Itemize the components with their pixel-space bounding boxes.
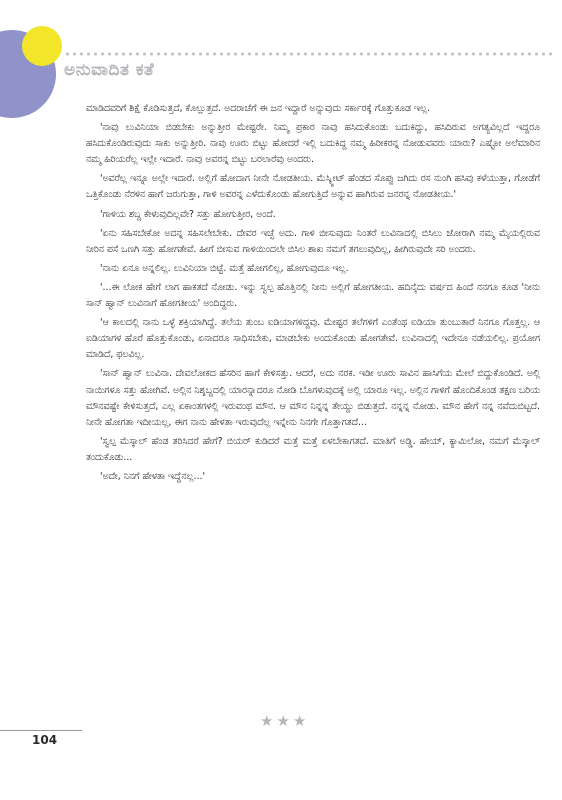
section-title: ಅನುವಾದಿತ ಕತೆ [64, 60, 155, 80]
story-body [86, 101, 540, 488]
paragraph: 'ಏನು ಸಹಿಸಬೇಕೋ ಅದನ್ನ ಸಹಿಸಲೇಬೇಕು. ದೇವರ ಇಚ್ಛೆ ಅದು. ಗಾಳಿ ಬೀಸುವುದು ನಿಂತರೆ ಲುವಿನಾದಲ್ಲಿ ಬಿಸಿಲು ಜೋರಾಗಿ ನಮ್ಮ ಮೈಯಲ್ಲಿರುವ ನೀರಿನ ಪಸೆ ಒಣಗಿ ಸತ್ತು ಹೋಗತೇವೆ. ಹೀಗೆ ಬೀಸುವ ಗಾಳಿಯಿಂದಲೇ ಬಿಸಿಲ ಶಾಖ ನಮಗೆ ತಗಲುವುದಿಲ್ಲ, ಹೀಗಿರುವುದೇ ಸರಿ ಅಂದರು. [86, 227, 540, 255]
decorative-yellow-circle [22, 26, 62, 66]
paragraph: '...ಈ ಲೋಕ ಹೇಗೆ ಲಾಗ ಹಾಕತದೆ ನೋಡು. ಇನ್ನು ಸ್ವಲ್ಪ ಹೊತ್ತಿನಲ್ಲಿ ನೀನು ಅಲ್ಲಿಗೆ ಹೋಗತೀಯ. ಹದಿನೈದು ವರ್ಷದ ಹಿಂದೆ ನನಗೂ ಕೂಡ 'ನೀನು ಸಾನ್ ಹ್ವಾನ್ ಲುವಿನಾಗೆ ಹೋಗತೀಯ' ಅಂದಿದ್ದರು. [86, 281, 540, 310]
page-number: 104 [32, 733, 58, 747]
paragraph: 'ನಾನು ಏನೂ ಅನ್ನಲಿಲ್ಲ. ಲುವಿನಿಯಾ ಬಿಟ್ಟೆ. ಮತ್ತೆ ಹೋಗಲಿಲ್ಲ, ಹೋಗುವುದೂ ಇಲ್ಲ. [100, 262, 349, 274]
dotted-header-rule [64, 52, 556, 56]
paragraph: 'ಸ್ವಲ್ಪ ಮೆಸ್ಕಾಲ್ ಹೆಂಡ ತರಿಸಿದರೆ ಹೇಗೆ? ಬಿಯರ್ ಕುಡಿದರೆ ಮತ್ತೆ ಮತ್ತೆ ಏಳಬೇಕಾಗತದೆ. ಮಾತಿಗೆ ಅಡ್ಡಿ. ಹೇಯ್, ಕ್ಯಾಮಿಲೋ, ನಮಗೆ ಮೆಸ್ಕಾಲ್ ತಂದುಕೊಡು... [86, 435, 540, 463]
paragraph: 'ಅದೇ, ನಿನಗೆ ಹೇಳತಾ ಇದ್ದೆನಲ್ಲ...' [100, 470, 206, 482]
paragraph: ಮಾಡಿದವರಿಗೆ ಶಿಕ್ಷೆ ಕೊಡಿಸುತ್ತದೆ, ಕೊಲ್ಲುತ್ತದೆ. ಅದರಾಚೆಗೆ ಈ ಜನ ಇದ್ದಾರೆ ಅನ್ನುವುದು ಸರ್ಕಾರಕ್ಕೆ ಗೊತ್ತುಕೂಡ ಇಲ್ಲ. [86, 103, 430, 114]
paragraph: 'ನಾವು ಲುವಿನಿಯಾ ಬಿಡಬೇಕು ಅನ್ನುತ್ತೀರ ಮೇಷ್ಟರೇ. ನಿಮ್ಮ ಪ್ರಕಾರ ನಾವು ಹಸಿದುಕೊಂಡು ಬದುಕಿದ್ದು, ಹಸಿದಿರುವ ಅಗತ್ಯವಿಲ್ಲದೆ ಇದ್ದರೂ ಹಸಿದುಕೊಂಡಿರುವುದು ಸಾಕು ಅನ್ನುತ್ತೀರಿ. ನಾವು ಊರು ಬಿಟ್ಟು ಹೋದರೆ ಇಲ್ಲಿ ಬದುಕಿದ್ದ ನಮ್ಮ ಹಿರೀಕರನ್ನ ನೋಡುವವರು ಯಾರು? ಎಷ್ಟೋ ಅಲೆಮಾರಿನ ನಮ್ಮ ಹಿರಿಯರೆಲ್ಲ ಇಲ್ಲೇ ಇದಾರೆ. ನಾವು ಅವರನ್ನ ಬಿಟ್ಟು ಬರಲಾರೆವು ಅಂದರು. [86, 122, 540, 166]
paragraph: 'ಸಾನ್ ಹ್ವಾನ್ ಲುವಿನಾ. ದೇವಲೋಕದ ಹೆಸರಿನ ಹಾಗೆ ಕೇಳಿಸತ್ತು. ಆದರೆ, ಅದು ನರಕ. ಇಡೀ ಊರು ಸಾವಿನ ಹಾಸಿಗೆಯ ಮೇಲೆ ಬಿದ್ದುಕೊಂಡಿದೆ. ಅಲ್ಲಿ ನಾಯಿಗಳೂ ಸತ್ತು ಹೋಗಿವೆ. ಅಲ್ಲಿನ ನಿಶ್ಶಬ್ದದಲ್ಲಿ ಯಾರನ್ನಾದರೂ ನೋಡಿ ಬೊಗಳುವುದಕ್ಕೆ ಅಲ್ಲಿ ಯಾರೂ ಇಲ್ಲ. ಅಲ್ಲಿನ ಗಾಳಿಗೆ ಹೊಂದಿಕೊಂಡ ತಕ್ಷಣ ಬರಿಯ ಮೌನವಷ್ಟೇ ಕೇಳಿಸುತ್ತದೆ, ಎಲ್ಲ ಏಕಾಂತಗಳಲ್ಲಿ ಇರುವಂಥ ಮೌನ. ಆ ಮೌನ ನಿನ್ನನ್ನ ತೇಯ್ದು ಬಿಡುತ್ತದೆ. ನನ್ನನ್ನ ನೋಡು. ಮೌನ ಹೇಗೆ ನನ್ನ ನವೆದುಬಿಟ್ಟದೆ. ನೀನೇ ಹೋಗತಾ ಇದೀಯಲ್ಲ, ಈಗ ನಾನು ಹೇಳತಾ ಇರುವುದೆಲ್ಲ ಇನ್ನೇನು ನಿನಗೇ ಗೊತ್ತಾಗತದೆ... [86, 368, 540, 428]
section-separator-stars: ★★★ [260, 712, 310, 730]
footer-rule [0, 730, 82, 731]
paragraph: 'ಅವರೆಲ್ಲ ಇನ್ನೂ ಅಲ್ಲೇ ಇದಾರೆ. ಅಲ್ಲಿಗೆ ಹೋದಾಗ ನೀನೇ ನೋಡತೀಯ. ಮೆಸ್ಕ್ವೀಟ್ ಹೆಂಡದ ಸೊಪ್ಪು ಜಗಿದು ರಸ ನುಂಗಿ ಹಸಿವು ಕಳೆಯುತ್ತಾ, ಗೋಡೆಗೆ ಒತ್ತಿಕೊಂಡು ನೆರಳಿನ ಹಾಗೆ ಜರುಗುತ್ತಾ, ಗಾಳಿ ಅವರನ್ನ ಎಳೆದುಕೊಂಡು ಹೋಗುತ್ತಿದೆ ಅನ್ನುವ ಹಾಗಿರುವ ಜನರನ್ನ ನೋಡತೀಯ.' [86, 173, 540, 201]
paragraph: 'ಗಾಳಿಯ ಶಬ್ದ ಕೇಳುವುದಿಲ್ಲವೇ? ಸತ್ತು ಹೋಗುತ್ತೀರ, ಅಂದೆ. [100, 208, 276, 220]
paragraph: 'ಆ ಕಾಲದಲ್ಲಿ ನಾನು ಒಳ್ಳೆ ಶಕ್ತಿಯಾಗಿದ್ದೆ. ತಲೆಯ ತುಂಬ ಐಡಿಯಾಗಳಿದ್ದವು. ಮೇಷ್ಟರ ತಲೆಗಳಿಗೆ ಎಂತೆಂಥ ಐಡಿಯಾ ತುಂಬುತಾರೆ ನಿನಗೂ ಗೊತ್ತಲ್ಲ. ಆ ಐಡಿಯಾಗಳ ಹೊರೆ ಹೊತ್ತುಕೊಂಡು, ಏನಾದರೂ ಸಾಧಿಸಬೇಕು, ಮಾಡಬೇಕು ಅಂದುಕೊಂಡು ಹೋಗತೇವೆ. ಲುವಿನಾದಲ್ಲಿ ಇದೇನೂ ನಡೆಯಲಿಲ್ಲ. ಪ್ರಯೋಗ ಮಾಡಿದೆ, ಫಲವಿಲ್ಲ. [86, 317, 540, 361]
